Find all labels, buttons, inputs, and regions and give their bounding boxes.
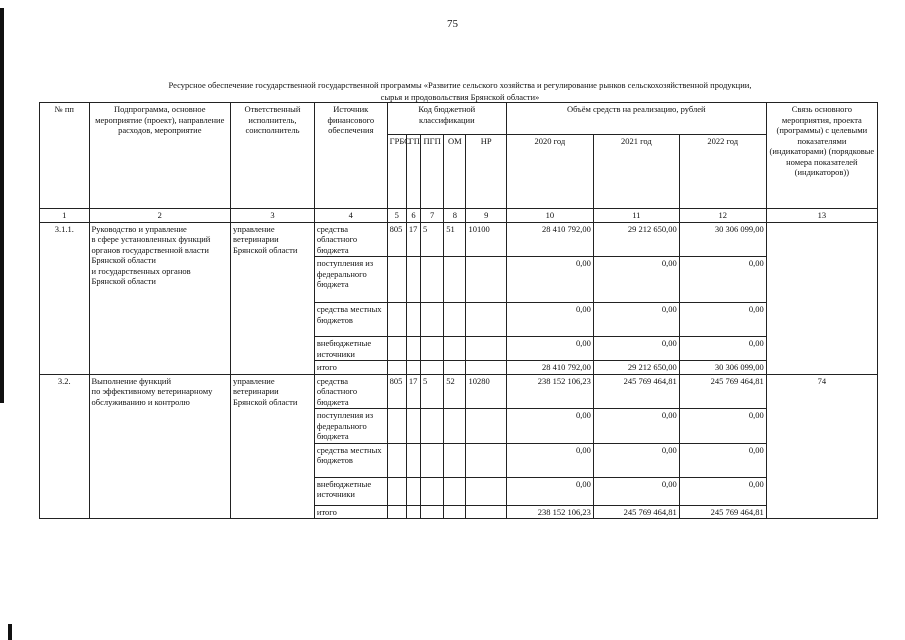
subprogram-name-line: Брянской области	[91, 276, 156, 286]
code-pgp	[421, 505, 444, 519]
column-number: 6	[406, 209, 420, 223]
executor	[231, 374, 315, 519]
funding-source: внебюджетные источники	[314, 477, 387, 505]
executor-line: ветеринарии	[233, 386, 279, 396]
code-grbs: 805	[387, 222, 406, 257]
column-number: 12	[679, 209, 766, 223]
code-gp	[406, 303, 420, 337]
subprogram-name-line: по эффективному ветеринарному	[91, 386, 213, 396]
indicator-link	[766, 222, 877, 257]
total-2022: 245 769 464,81	[679, 505, 766, 519]
indicator-link-cont	[766, 361, 877, 375]
amount-2021: 0,00	[593, 257, 679, 303]
funding-source: средства областного бюджета	[314, 222, 387, 257]
column-number: 13	[766, 209, 877, 223]
amount-2021: 0,00	[593, 477, 679, 505]
code-nr	[466, 477, 506, 505]
funding-source: поступления из федерального бюджета	[314, 409, 387, 444]
funding-source: поступления из федерального бюджета	[314, 257, 387, 303]
table-row	[40, 222, 878, 257]
code-gp	[406, 477, 420, 505]
code-nr	[466, 337, 506, 361]
table-row	[40, 374, 878, 409]
funding-source: средства местных бюджетов	[314, 443, 387, 477]
column-number: 7	[421, 209, 444, 223]
indicator-link-cont	[766, 477, 877, 505]
indicator-link-cont	[766, 337, 877, 361]
code-nr	[466, 257, 506, 303]
amount-2021: 0,00	[593, 337, 679, 361]
amount-2021: 29 212 650,00	[593, 222, 679, 257]
code-om: 51	[444, 222, 466, 257]
row-number: 3.2.	[40, 374, 90, 519]
code-nr	[466, 505, 506, 519]
amount-2020: 0,00	[506, 257, 593, 303]
column-numbers-row	[40, 209, 878, 223]
amount-2020: 238 152 106,23	[506, 374, 593, 409]
header-pgp: ПГП	[421, 135, 444, 209]
code-pgp: 5	[421, 374, 444, 409]
document-title-line-2: сырья и продовольствия Брянской области»	[380, 92, 540, 102]
code-nr	[466, 361, 506, 375]
amount-2021: 0,00	[593, 409, 679, 444]
column-number: 5	[387, 209, 406, 223]
amount-2022: 30 306 099,00	[679, 222, 766, 257]
code-gp: 17	[406, 222, 420, 257]
code-grbs	[387, 303, 406, 337]
code-om	[444, 337, 466, 361]
total-2021: 29 212 650,00	[593, 361, 679, 375]
indicator-link-cont	[766, 409, 877, 444]
header-year-2021: 2021 год	[593, 135, 679, 209]
header-om: ОМ	[444, 135, 466, 209]
code-gp	[406, 257, 420, 303]
code-gp: 17	[406, 374, 420, 409]
code-grbs	[387, 361, 406, 375]
code-gp	[406, 409, 420, 444]
code-om	[444, 443, 466, 477]
code-om: 52	[444, 374, 466, 409]
column-number: 2	[89, 209, 231, 223]
amount-2020: 0,00	[506, 337, 593, 361]
amount-2022: 0,00	[679, 443, 766, 477]
code-grbs	[387, 505, 406, 519]
indicator-link-cont	[766, 505, 877, 519]
code-om	[444, 409, 466, 444]
table-header	[40, 103, 878, 223]
executor-line: управление	[233, 223, 275, 234]
header-num: № пп	[40, 103, 90, 209]
subprogram-name-line: и государственных органов	[91, 265, 191, 276]
funding-source-total: итого	[314, 505, 387, 519]
code-gp	[406, 361, 420, 375]
column-number: 4	[314, 209, 387, 223]
amount-2022: 0,00	[679, 409, 766, 444]
code-pgp	[421, 477, 444, 505]
executor-line: ветеринарии	[233, 234, 279, 244]
executor-line: Брянской области	[233, 244, 298, 255]
code-gp	[406, 337, 420, 361]
code-nr	[466, 303, 506, 337]
indicator-link: 74	[766, 374, 877, 409]
code-om	[444, 477, 466, 505]
funding-source-total: итого	[314, 361, 387, 375]
total-2020: 238 152 106,23	[506, 505, 593, 519]
subprogram-name-line: в сфере установленных функций	[91, 234, 211, 244]
amount-2022: 245 769 464,81	[679, 374, 766, 409]
table-body	[40, 222, 878, 519]
funding-source: средства местных бюджетов	[314, 303, 387, 337]
code-pgp	[421, 361, 444, 375]
header-budget-code: Код бюджетной классификации	[387, 103, 506, 135]
subprogram-name-line: органов государственной власти	[91, 244, 209, 255]
header-nr: НР	[466, 135, 506, 209]
resource-table	[39, 102, 878, 519]
executor-line: Брянской области	[233, 396, 298, 407]
code-nr	[466, 443, 506, 477]
column-number: 11	[593, 209, 679, 223]
amount-2021: 0,00	[593, 443, 679, 477]
amount-2022: 0,00	[679, 257, 766, 303]
total-2022: 30 306 099,00	[679, 361, 766, 375]
subprogram-name	[89, 222, 231, 374]
total-2020: 28 410 792,00	[506, 361, 593, 375]
header-executor: Ответственный исполнитель, соисполнитель	[231, 103, 315, 209]
header-volume: Объём средств на реализацию, рублей	[506, 103, 766, 135]
amount-2020: 0,00	[506, 443, 593, 477]
executor	[231, 222, 315, 374]
code-pgp	[421, 257, 444, 303]
subprogram-name-line: Руководство и управление	[91, 223, 187, 234]
document-title-line-1: Ресурсное обеспечение государственной государственной программы «Развитие сельского хозяйства и регулирование рынков сельскохозяйственной продукции,	[168, 80, 752, 90]
header-subprogram: Подпрограмма, основное мероприятие (проект), направление расходов, мероприятие	[89, 103, 231, 209]
code-grbs	[387, 443, 406, 477]
executor-line: управление	[233, 375, 275, 386]
amount-2021: 245 769 464,81	[593, 374, 679, 409]
code-pgp: 5	[421, 222, 444, 257]
code-om	[444, 505, 466, 519]
scan-edge-bottom	[8, 624, 12, 640]
indicator-link-cont	[766, 303, 877, 337]
subprogram-name	[89, 374, 231, 519]
code-om	[444, 361, 466, 375]
code-pgp	[421, 337, 444, 361]
header-source: Источник финансового обеспечения	[314, 103, 387, 209]
scan-edge-left	[0, 8, 4, 403]
row-number: 3.1.1.	[40, 222, 90, 374]
column-number: 1	[40, 209, 90, 223]
indicator-link-cont	[766, 257, 877, 303]
amount-2021: 0,00	[593, 303, 679, 337]
code-gp	[406, 505, 420, 519]
code-nr: 10100	[466, 222, 506, 257]
subprogram-name-line: обслуживанию и контролю	[91, 396, 190, 407]
code-nr	[466, 409, 506, 444]
funding-source: средства областного бюджета	[314, 374, 387, 409]
code-grbs	[387, 337, 406, 361]
code-pgp	[421, 409, 444, 444]
header-indicator-link: Связь основного мероприятия, проекта (программы) с целевыми показателями (индикаторами) (порядковые номера показателей (индикаторов))	[766, 103, 877, 209]
column-number: 3	[231, 209, 315, 223]
amount-2022: 0,00	[679, 303, 766, 337]
code-grbs: 805	[387, 374, 406, 409]
code-grbs	[387, 477, 406, 505]
code-gp	[406, 443, 420, 477]
header-grbs: ГРБС	[387, 135, 406, 209]
subprogram-name-line: Брянской области	[91, 255, 156, 265]
amount-2022: 0,00	[679, 337, 766, 361]
amount-2020: 0,00	[506, 477, 593, 505]
subprogram-name-line: Выполнение функций	[91, 375, 172, 386]
document-title	[100, 79, 820, 103]
page-number: 75	[447, 18, 458, 30]
amount-2022: 0,00	[679, 477, 766, 505]
code-pgp	[421, 303, 444, 337]
header-year-2020: 2020 год	[506, 135, 593, 209]
code-nr: 10280	[466, 374, 506, 409]
code-pgp	[421, 443, 444, 477]
amount-2020: 0,00	[506, 303, 593, 337]
code-om	[444, 303, 466, 337]
indicator-link-cont	[766, 443, 877, 477]
total-2021: 245 769 464,81	[593, 505, 679, 519]
header-gp: ГП	[406, 135, 420, 209]
header-year-2022: 2022 год	[679, 135, 766, 209]
column-number: 8	[444, 209, 466, 223]
column-number: 10	[506, 209, 593, 223]
code-grbs	[387, 409, 406, 444]
code-om	[444, 257, 466, 303]
funding-source: внебюджетные источники	[314, 337, 387, 361]
amount-2020: 0,00	[506, 409, 593, 444]
column-number: 9	[466, 209, 506, 223]
code-grbs	[387, 257, 406, 303]
amount-2020: 28 410 792,00	[506, 222, 593, 257]
